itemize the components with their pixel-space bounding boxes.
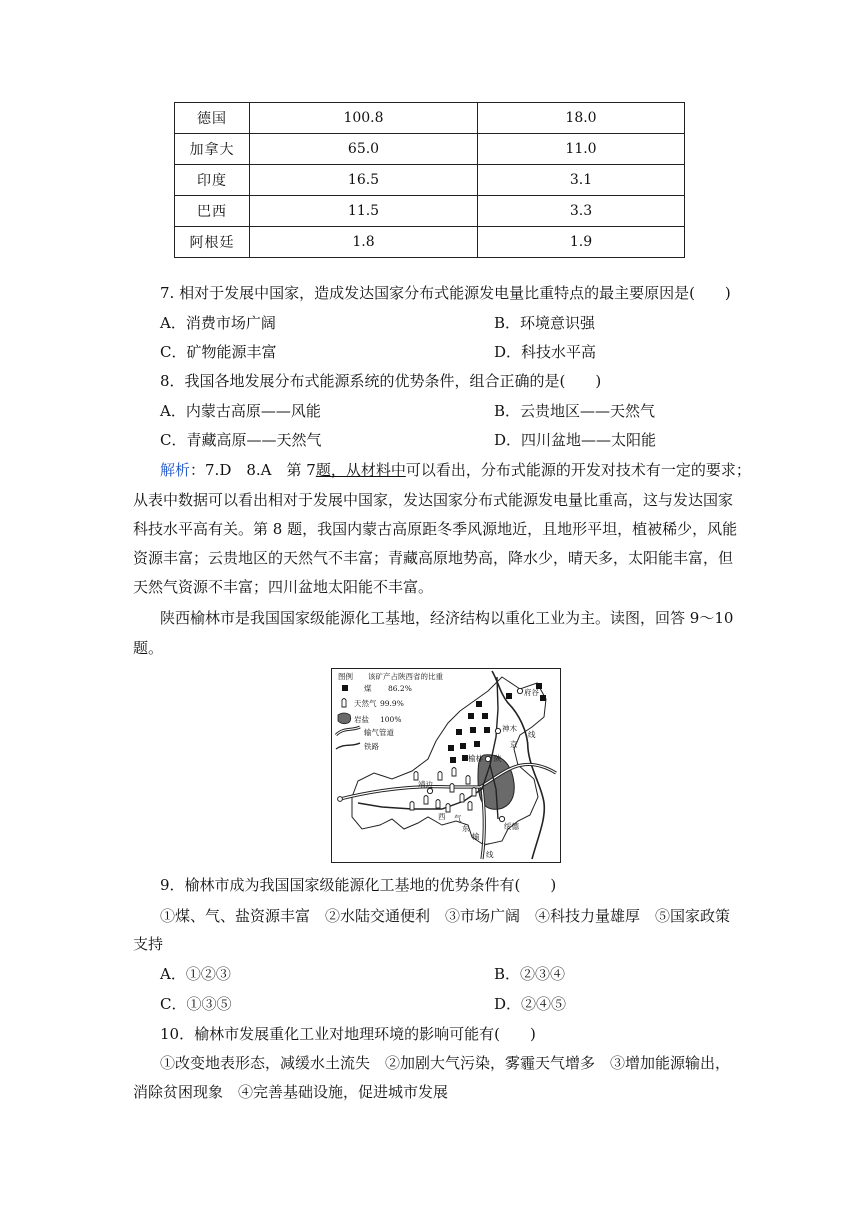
share-cell: 18.0 xyxy=(478,103,685,134)
coal-symbol xyxy=(482,713,488,719)
value-cell: 100.8 xyxy=(250,103,478,134)
analysis-answers: ：7.D 8.A 第 7 xyxy=(190,461,316,479)
label-yulin: 榆林 xyxy=(468,754,483,763)
q7-option-d[interactable]: D．科技水平高 xyxy=(494,343,597,361)
q9-option-c[interactable]: C．①③⑤ xyxy=(160,995,232,1013)
city-shenmu-marker xyxy=(495,728,500,733)
country-cell: 巴西 xyxy=(175,196,250,227)
gas-symbol xyxy=(446,804,450,813)
city-yulin-marker xyxy=(485,756,490,761)
coal-symbol xyxy=(456,729,462,735)
gas-symbol xyxy=(460,794,464,803)
legend-salt-label: 岩盐 xyxy=(354,715,369,724)
country-cell: 阿根廷 xyxy=(175,227,250,258)
q9-option-b[interactable]: B．②③④ xyxy=(494,965,566,983)
gas-symbol xyxy=(450,784,454,793)
legend-railway-label: 铁路 xyxy=(364,742,379,751)
label-shenmu: 神木 xyxy=(502,724,517,733)
intro-line-2: 题。 xyxy=(133,639,164,657)
label-suide: 绥德 xyxy=(504,822,519,831)
label-jing: 京 xyxy=(510,740,518,749)
coal-symbol xyxy=(468,713,474,719)
label-shaan: 陕 xyxy=(494,754,502,763)
analysis-line-3: 科技水平高有关。第 8 题，我国内蒙古高原距冬季风源地近，且地形平坦，植被稀少，风能 xyxy=(133,520,738,538)
city-jingbian-marker xyxy=(427,788,432,793)
city-fugu-marker xyxy=(517,688,522,693)
intro-line-1: 陕西榆林市是我国国家级能源化工基地，经济结构以重化工业为主。读图，回答 9～10 xyxy=(160,609,734,627)
table-row xyxy=(175,196,685,227)
gas-symbol xyxy=(424,796,428,805)
share-cell: 3.3 xyxy=(478,196,685,227)
data-table xyxy=(174,102,685,258)
legend-coal-symbol xyxy=(342,685,348,691)
legend-salt-pct: 100% xyxy=(380,715,402,724)
country-cell: 印度 xyxy=(175,165,250,196)
country-cell: 加拿大 xyxy=(175,134,250,165)
coal-symbol xyxy=(460,743,466,749)
q9-stem: 9．榆林市成为我国国家级能源化工基地的优势条件有( ) xyxy=(160,876,557,894)
label-xi: 西 xyxy=(438,812,446,821)
table-row xyxy=(175,103,685,134)
legend-railway-symbol xyxy=(336,743,360,749)
west-end-marker xyxy=(338,797,343,802)
analysis-line-1 xyxy=(160,460,751,480)
analysis-line-4: 资源丰富；云贵地区的天然气不丰富；青藏高原地势高，降水少，晴天多，太阳能丰富，但 xyxy=(133,549,734,567)
label-fugu: 府谷 xyxy=(524,688,539,697)
value-cell: 1.8 xyxy=(250,227,478,258)
analysis-rest: 可以看出，分布式能源的开发对技术有一定的要求； xyxy=(405,461,751,479)
legend-gas-label: 天然气 xyxy=(354,699,377,708)
gas-symbol xyxy=(468,802,472,811)
q10-items-line-1: ①改变地表形态，减缓水土流失 ②加剧大气污染，雾霾天气增多 ③增加能源输出， xyxy=(160,1054,731,1072)
q8-option-b[interactable]: B．云贵地区——天然气 xyxy=(494,402,656,420)
gas-symbol xyxy=(452,768,456,777)
analysis-label: 解析 xyxy=(160,461,191,479)
analysis-line-2: 从表中数据可以看出相对于发展中国家，发达国家分布式能源发电量比重高，这与发达国家 xyxy=(133,491,734,509)
value-cell: 16.5 xyxy=(250,165,478,196)
yulin-map xyxy=(332,669,560,862)
legend-title: 图例 该矿产占陕西省的比重 xyxy=(338,672,443,681)
q7-option-b[interactable]: B．环境意识强 xyxy=(494,314,596,332)
q9-option-a[interactable]: A．①②③ xyxy=(160,965,231,983)
q7-option-a[interactable]: A．消费市场广阔 xyxy=(160,314,276,332)
legend-coal-pct: 86.2% xyxy=(388,684,412,693)
q8-option-d[interactable]: D．四川盆地——太阳能 xyxy=(494,431,657,449)
gas-symbol xyxy=(466,776,470,785)
label-shu: 输 xyxy=(472,832,480,841)
q8-option-a[interactable]: A．内蒙古高原——风能 xyxy=(160,402,321,420)
table-row xyxy=(175,134,685,165)
table-row xyxy=(175,165,685,196)
gas-symbol xyxy=(414,772,418,781)
q9-items-line-2: 支持 xyxy=(133,935,164,953)
value-cell: 65.0 xyxy=(250,134,478,165)
yulin-map-figure xyxy=(331,668,561,863)
label-xian2: 线 xyxy=(486,850,494,859)
label-jingbian: 靖边 xyxy=(418,780,433,789)
city-suide-marker xyxy=(499,816,504,821)
q8-stem: 8．我国各地发展分布式能源系统的优势条件，组合正确的是( ) xyxy=(160,372,602,390)
gas-symbol xyxy=(472,788,476,797)
q10-items-line-2: 消除贫困现象 ④完善基础设施，促进城市发展 xyxy=(133,1083,449,1101)
q9-option-d[interactable]: D．②④⑤ xyxy=(494,995,567,1013)
q10-stem: 10．榆林市发展重化工业对地理环境的影响可能有( ) xyxy=(160,1025,536,1043)
q9-items-line-1: ①煤、气、盐资源丰富 ②水陆交通便利 ③市场广阔 ④科技力量雄厚 ⑤国家政策 xyxy=(160,907,731,925)
legend-coal-label: 煤 xyxy=(364,684,372,693)
label-dash: 一 xyxy=(482,840,490,849)
country-cell: 德国 xyxy=(175,103,250,134)
value-cell: 11.5 xyxy=(250,196,478,227)
coal-symbol xyxy=(470,727,476,733)
legend-gas-pct: 99.9% xyxy=(380,699,404,708)
gas-symbol xyxy=(410,802,414,811)
legend-gas-symbol xyxy=(342,699,346,708)
q8-option-c[interactable]: C．青藏高原——天然气 xyxy=(160,431,322,449)
coal-symbol xyxy=(448,745,454,751)
share-cell: 3.1 xyxy=(478,165,685,196)
gas-symbol xyxy=(438,772,442,781)
coal-symbol xyxy=(450,757,456,763)
coal-symbol xyxy=(540,695,546,701)
share-cell: 1.9 xyxy=(478,227,685,258)
legend-salt-symbol xyxy=(338,713,351,724)
table-row xyxy=(175,227,685,258)
gas-deposits xyxy=(410,768,476,813)
analysis-underlined: 题，从材料中 xyxy=(315,461,406,479)
coal-symbol xyxy=(484,727,490,733)
map-legend xyxy=(336,671,443,751)
label-qi: 气 xyxy=(454,814,462,823)
coal-symbol xyxy=(474,741,480,747)
legend-pipeline-label: 输气管道 xyxy=(364,728,394,737)
label-xian1: 线 xyxy=(528,730,536,739)
share-cell: 11.0 xyxy=(478,134,685,165)
q7-option-c[interactable]: C．矿物能源丰富 xyxy=(160,343,277,361)
gas-symbol xyxy=(436,800,440,809)
label-dong: 东 xyxy=(462,824,470,833)
coal-symbol xyxy=(476,701,482,707)
q7-stem: 7. 相对于发展中国家，造成发达国家分布式能源发电量比重特点的最主要原因是( ) xyxy=(160,284,731,302)
analysis-line-5: 天然气资源不丰富；四川盆地太阳能不丰富。 xyxy=(133,578,434,596)
coal-symbol xyxy=(506,693,512,699)
